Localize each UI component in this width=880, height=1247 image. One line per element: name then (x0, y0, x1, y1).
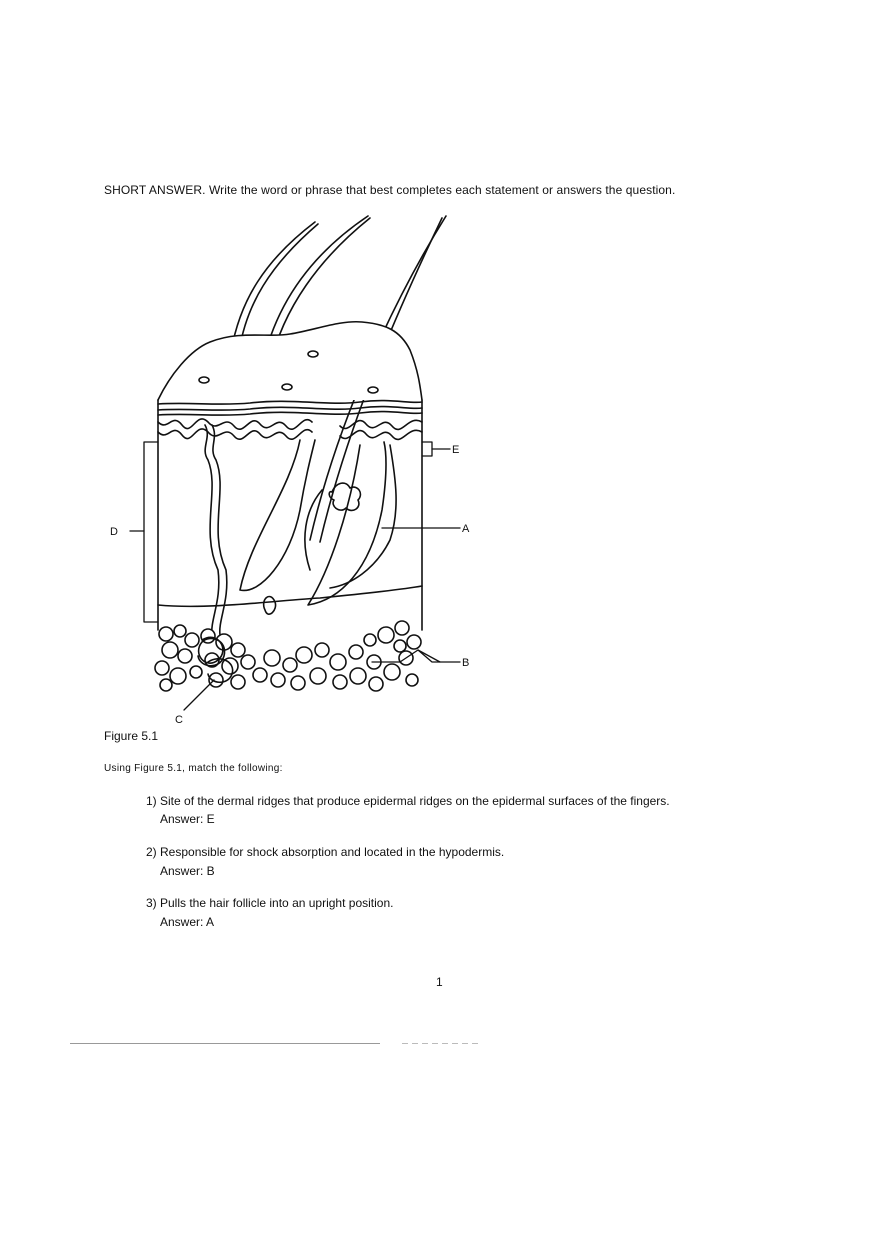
label-d: D (110, 526, 118, 538)
sweat-duct (205, 425, 227, 635)
page-number: 1 (436, 975, 443, 989)
question-2: 2) Responsible for shock absorption and located in the hypodermis. (146, 845, 505, 859)
hypodermis-fat (155, 586, 422, 691)
skin-block-outline (158, 322, 422, 630)
footer-faint-mark (402, 1043, 480, 1044)
answer-1: Answer: E (160, 812, 215, 826)
follicle-and-gland (240, 440, 396, 614)
label-c: C (175, 714, 183, 726)
figure-caption: Figure 5.1 (104, 729, 159, 743)
label-e: E (452, 444, 460, 456)
question-1: 1) Site of the dermal ridges that produce epidermal ridges on the epidermal surfaces of the fingers. (146, 794, 670, 808)
answer-3: Answer: A (160, 915, 215, 929)
skin-diagram (100, 210, 500, 730)
matching-prompt: Using Figure 5.1, match the following: (104, 763, 283, 774)
question-3: 3) Pulls the hair follicle into an upright position. (146, 896, 394, 910)
instructions-heading: SHORT ANSWER. Write the word or phrase that best completes each statement or answers the question. (104, 183, 676, 197)
footer-divider (70, 1043, 380, 1044)
answer-2: Answer: B (160, 864, 215, 878)
label-b: B (462, 657, 470, 669)
label-a: A (462, 523, 470, 535)
